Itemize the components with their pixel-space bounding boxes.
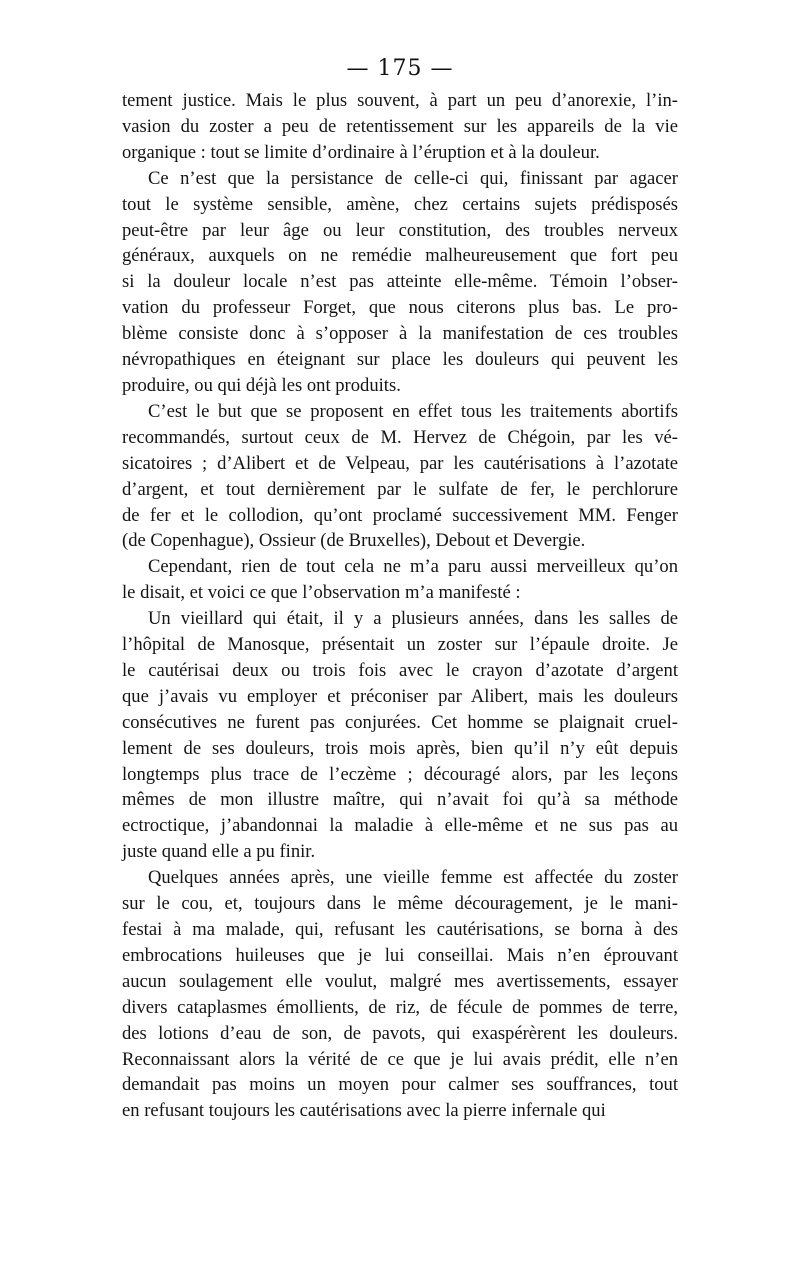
paragraph bbox=[122, 88, 678, 166]
text-line: vasion du zoster a peu de retentissement sur les appareils de la vie bbox=[122, 115, 678, 137]
text-line: le cautérisai deux ou trois fois avec le crayon d’azotate d’argent bbox=[122, 659, 678, 681]
text-line: embrocations huileuses que je lui conseillai. Mais n’en éprouvant bbox=[122, 944, 678, 966]
text-line: demandait pas moins un moyen pour calmer ses souffrances, tout bbox=[122, 1074, 678, 1096]
text-line: produire, ou qui déjà les ont produits. bbox=[122, 374, 401, 396]
text-line: névropathiques en éteignant sur place les douleurs qui peuvent les bbox=[122, 349, 678, 371]
paragraph bbox=[122, 554, 678, 606]
text-line: Ce n’est que la persistance de celle-ci qui, finissant par agacer bbox=[148, 167, 678, 189]
text-line: longtemps plus trace de l’eczème ; découragé alors, par les leçons bbox=[122, 763, 678, 785]
text-line: consécutives ne furent pas conjurées. Cet homme se plaignait cruel- bbox=[122, 711, 678, 733]
text-line: généraux, auxquels on ne remédie malheureusement que fort peu bbox=[122, 245, 678, 267]
text-line: lement de ses douleurs, trois mois après, bien qu’il n’y eût depuis bbox=[122, 737, 678, 759]
text-line: blème consiste donc à s’opposer à la manifestation de ces troubles bbox=[122, 323, 678, 345]
text-line: divers cataplasmes émollients, de riz, de fécule de pommes de terre, bbox=[122, 996, 678, 1018]
text-line: que j’avais vu employer et préconiser par Alibert, mais les douleurs bbox=[122, 685, 678, 707]
text-line: vation du professeur Forget, que nous citerons plus bas. Le pro- bbox=[122, 297, 678, 319]
text-line: sicatoires ; d’Alibert et de Velpeau, par les cautérisations à l’azotate bbox=[122, 452, 678, 474]
text-line: (de Copenhague), Ossieur (de Bruxelles), Debout et Devergie. bbox=[122, 530, 586, 552]
text-line: Cependant, rien de tout cela ne m’a paru aussi merveilleux qu’on bbox=[148, 556, 678, 578]
page-number: — 175 — bbox=[346, 56, 454, 81]
text-line: si la douleur locale n’est pas atteinte elle-même. Témoin l’obser- bbox=[122, 271, 678, 293]
text-line: ectroctique, j’abandonnai la maladie à elle-même et ne sus pas au bbox=[122, 815, 678, 837]
text-line: sur le cou, et, toujours dans le même découragement, je le mani- bbox=[122, 893, 678, 915]
text-line: festai à ma malade, qui, refusant les cautérisations, se borna à des bbox=[122, 919, 678, 940]
paragraph bbox=[122, 166, 678, 399]
text-line: en refusant toujours les cautérisations avec la pierre infernale qui bbox=[122, 1100, 606, 1122]
text-line: peut-être par leur âge ou leur constitution, des troubles nerveux bbox=[122, 219, 678, 241]
text-line: d’argent, et tout dernièrement par le sulfate de fer, le perchlorure bbox=[122, 478, 678, 500]
text-line: des lotions d’eau de son, de pavots, qui exaspérèrent les douleurs. bbox=[122, 1022, 678, 1044]
text-line: Reconnaissant alors la vérité de ce que je lui avais prédit, elle n’en bbox=[122, 1048, 678, 1070]
text-line: l’hôpital de Manosque, présentait un zoster sur l’épaule droite. Je bbox=[122, 634, 678, 656]
text-line: mêmes de mon illustre maître, qui n’avait foi qu’à sa méthode bbox=[122, 789, 678, 811]
text-line: tout le système sensible, amène, chez certains sujets prédisposés bbox=[122, 193, 678, 215]
text-line: tement justice. Mais le plus souvent, à part un peu d’anorexie, l’in- bbox=[122, 90, 678, 111]
paragraph bbox=[122, 399, 678, 554]
paragraph bbox=[122, 865, 678, 1124]
text-line: de fer et le collodion, qu’ont proclamé successivement MM. Fenger bbox=[122, 504, 678, 526]
text-line: aucun soulagement elle voulut, malgré mes avertissements, essayer bbox=[122, 970, 678, 992]
page-body-text bbox=[122, 88, 678, 1124]
text-line: juste quand elle a pu finir. bbox=[122, 841, 316, 863]
text-line: Quelques années après, une vieille femme est affectée du zoster bbox=[148, 867, 678, 889]
text-line: Un vieillard qui était, il y a plusieurs années, dans les salles de bbox=[148, 608, 678, 630]
text-line: recommandés, surtout ceux de M. Hervez de Chégoin, par les vé- bbox=[122, 426, 678, 448]
text-line: C’est le but que se proposent en effet tous les traitements abortifs bbox=[148, 400, 678, 422]
text-line: organique : tout se limite d’ordinaire à l’éruption et à la douleur. bbox=[122, 141, 600, 163]
text-line: le disait, et voici ce que l’observation m’a manifesté : bbox=[122, 582, 521, 604]
paragraph bbox=[122, 606, 678, 865]
